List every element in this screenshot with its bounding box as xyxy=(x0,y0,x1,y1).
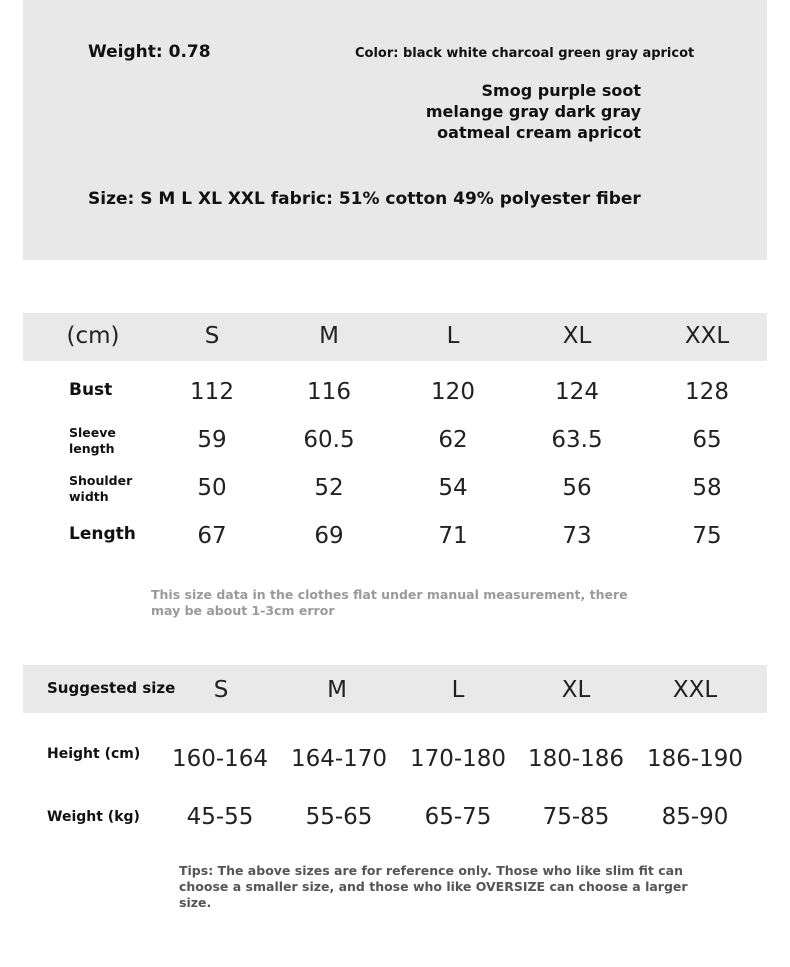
table-cell: 59 xyxy=(197,427,227,453)
suggested-size-title: Suggested size xyxy=(47,679,176,697)
color-extra-line: oatmeal cream apricot xyxy=(437,123,641,142)
size-header: XL xyxy=(561,677,591,703)
size-header: M xyxy=(327,677,347,703)
row-label-length: Length xyxy=(69,524,136,544)
table-cell: 52 xyxy=(314,475,344,501)
table-cell: 75-85 xyxy=(542,804,610,830)
row-label-sleeve-length: Sleeve length xyxy=(69,425,116,456)
size-header: M xyxy=(319,323,339,349)
size-header: XXL xyxy=(672,677,718,703)
table-cell: 120 xyxy=(431,379,475,405)
table-cell: 65-75 xyxy=(424,804,492,830)
color-text: Color: black white charcoal green gray apricot xyxy=(355,46,695,61)
table-cell: 170-180 xyxy=(409,746,507,772)
row-label-bust: Bust xyxy=(69,380,113,400)
suggested-size-header xyxy=(23,665,767,713)
table-cell: 75 xyxy=(692,523,722,549)
table-cell: 112 xyxy=(190,379,234,405)
product-info-panel xyxy=(23,0,767,260)
table-cell: 69 xyxy=(314,523,344,549)
row-label-shoulder-width: Shoulder width xyxy=(69,473,133,504)
measurement-table xyxy=(23,313,767,573)
color-extra-line: melange gray dark gray xyxy=(425,102,641,121)
color-extra-line: Smog purple soot xyxy=(481,81,641,100)
table-cell: 58 xyxy=(692,475,722,501)
color-extra-list xyxy=(426,80,641,143)
row-label-weight: Weight (kg) xyxy=(47,809,140,825)
table-cell: 55-65 xyxy=(305,804,373,830)
table-cell: 85-90 xyxy=(661,804,729,830)
table-cell: 54 xyxy=(438,475,468,501)
measurement-table-header xyxy=(23,313,767,361)
table-cell: 116 xyxy=(307,379,351,405)
table-cell: 124 xyxy=(555,379,599,405)
size-header: S xyxy=(213,677,229,703)
table-cell: 186-190 xyxy=(646,746,744,772)
row-label-height: Height (cm) xyxy=(47,746,141,762)
tips-note: Tips: The above sizes are for reference only. Those who like slim fit can choose a smaller size, and those who like OVERSIZE can choose a larger size. xyxy=(179,863,688,910)
table-cell: 180-186 xyxy=(527,746,625,772)
table-cell: 71 xyxy=(438,523,468,549)
size-fabric-text: Size: S M L XL XXL fabric: 51% cotton 49% polyester fiber xyxy=(88,189,641,209)
size-header: XXL xyxy=(684,323,730,349)
table-cell: 63.5 xyxy=(551,427,603,453)
table-cell: 50 xyxy=(197,475,227,501)
suggested-size-table xyxy=(23,665,767,845)
table-cell: 60.5 xyxy=(303,427,355,453)
size-header: L xyxy=(451,677,465,703)
table-cell: 128 xyxy=(685,379,729,405)
table-cell: 56 xyxy=(562,475,592,501)
table-cell: 45-55 xyxy=(186,804,254,830)
table-cell: 160-164 xyxy=(171,746,269,772)
weight-text: Weight: 0.78 xyxy=(88,42,211,62)
table-cell: 67 xyxy=(197,523,227,549)
table-cell: 65 xyxy=(692,427,722,453)
table-cell: 164-170 xyxy=(290,746,388,772)
table-cell: 62 xyxy=(438,427,468,453)
size-header: XL xyxy=(562,323,592,349)
size-header: L xyxy=(446,323,460,349)
measurement-note: This size data in the clothes flat under manual measurement, there may be about 1-3cm error xyxy=(151,587,628,618)
size-header: S xyxy=(204,323,220,349)
table-cell: 73 xyxy=(562,523,592,549)
unit-header: (cm) xyxy=(66,323,120,349)
